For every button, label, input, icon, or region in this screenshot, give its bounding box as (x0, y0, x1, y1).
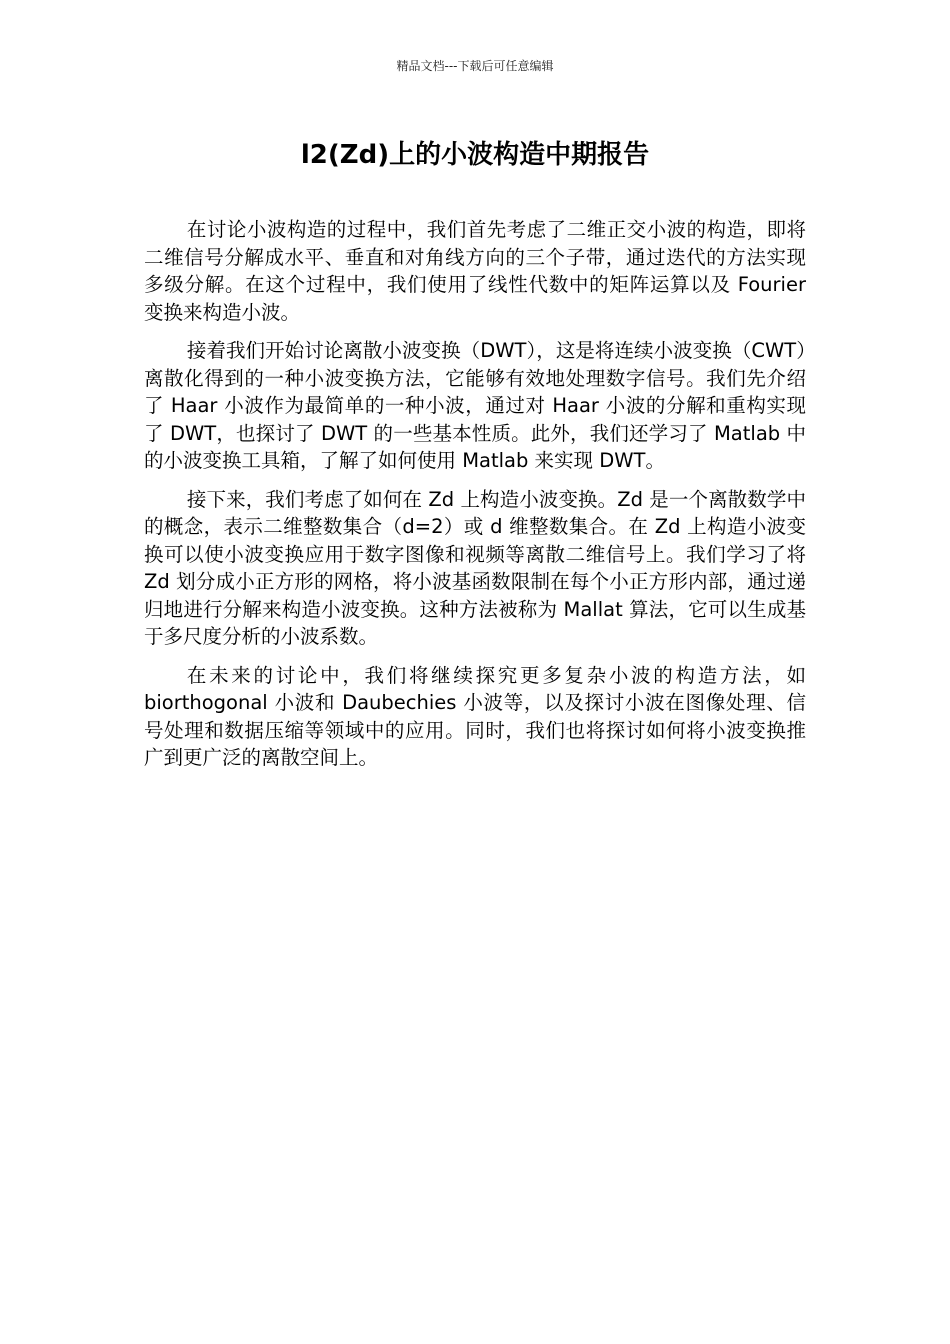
paragraph-discrete-wavelet-transform: 接着我们开始讨论离散小波变换（DWT），这是将连续小波变换（CWT）离散化得到的一种小波变换方法，它能够有效地处理数字信号。我们先介绍了 Haar 小波作为最简单的一种小波，通过对 Haar 小波的分解和重构实现了 DWT，也探讨了 DWT 的一些基本性质。此外，我们还学习了 Matlab 中的小波变换工具箱，了解了如何使用 Matlab 来实现 DWT。 (144, 339, 806, 472)
document-title: l2(Zd)上的小波构造中期报告 (300, 140, 650, 170)
paragraph-orthogonal-wavelets: 在讨论小波构造的过程中，我们首先考虑了二维正交小波的构造，即将二维信号分解成水平、垂直和对角线方向的三个子带，通过迭代的方法实现多级分解。在这个过程中，我们使用了线性代数中的矩阵运算以及 Fourier 变换来构造小波。 (144, 218, 806, 324)
paragraph-zd-wavelet-construction: 接下来，我们考虑了如何在 Zd 上构造小波变换。Zd 是一个离散数学中的概念，表示二维整数集合（d=2）或 d 维整数集合。在 Zd 上构造小波变换可以使小波变换应用于数字图像和视频等离散二维信号上。我们学习了将 Zd 划分成小正方形的网格，将小波基函数限制在每个小正方形内部，通过递归地进行分解来构造小波变换。这种方法被称为 Mallat 算法，它可以生成基于多尺度分析的小波系数。 (144, 487, 806, 648)
paragraph-future-work: 在未来的讨论中，我们将继续探究更多复杂小波的构造方法，如 biorthogonal 小波和 Daubechies 小波等，以及探讨小波在图像处理、信号处理和数据压缩等领域中的应用。同时，我们也将探讨如何将小波变换推广到更广泛的离散空间上。 (144, 663, 806, 769)
page-header-note: 精品文档---下载后可任意编辑 (396, 59, 554, 73)
document-body (144, 216, 806, 783)
